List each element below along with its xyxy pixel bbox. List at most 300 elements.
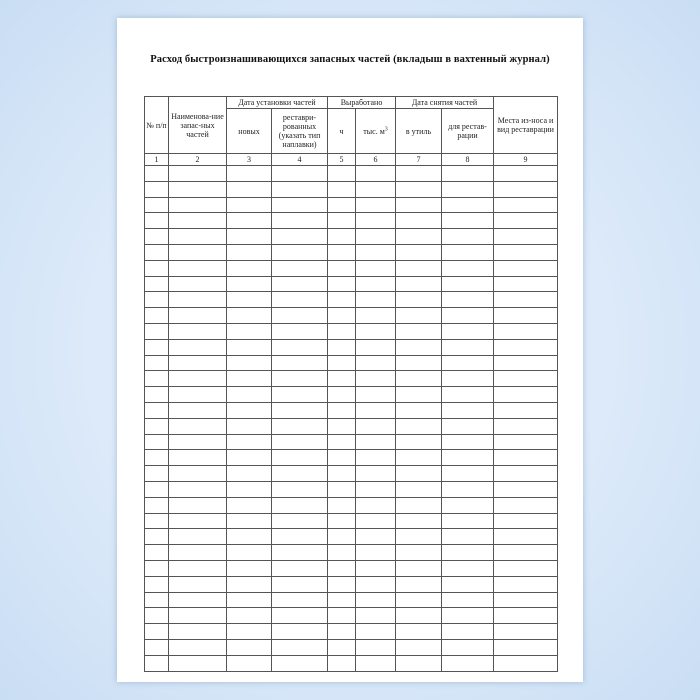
- table-cell: [145, 624, 169, 640]
- table-cell: [494, 560, 558, 576]
- table-cell: [356, 213, 396, 229]
- table-cell: [272, 387, 328, 403]
- table-cell: [396, 244, 442, 260]
- table-row: [145, 276, 558, 292]
- table-cell: [442, 181, 494, 197]
- table-cell: [145, 166, 169, 182]
- table-cell: [145, 434, 169, 450]
- table-row: [145, 466, 558, 482]
- table-cell: [442, 260, 494, 276]
- table-cell: [169, 292, 227, 308]
- table-cell: [169, 466, 227, 482]
- table-cell: [396, 560, 442, 576]
- table-cell: [356, 513, 396, 529]
- table-cell: [272, 639, 328, 655]
- table-cell: [494, 576, 558, 592]
- header-group-install-date: Дата установки частей: [227, 97, 328, 109]
- table-cell: [272, 560, 328, 576]
- table-cell: [169, 529, 227, 545]
- table-cell: [328, 639, 356, 655]
- table-cell: [356, 592, 396, 608]
- table-cell: [169, 213, 227, 229]
- table-cell: [328, 402, 356, 418]
- table-cell: [328, 276, 356, 292]
- table-cell: [328, 576, 356, 592]
- table-cell: [356, 481, 396, 497]
- table-cell: [272, 513, 328, 529]
- table-cell: [169, 166, 227, 182]
- table-cell: [396, 323, 442, 339]
- table-cell: [272, 371, 328, 387]
- header-row-groups: [145, 97, 558, 109]
- table-cell: [227, 466, 272, 482]
- table-cell: [227, 576, 272, 592]
- table-cell: [328, 624, 356, 640]
- column-number: 1: [145, 154, 169, 166]
- table-cell: [396, 166, 442, 182]
- column-number: 2: [169, 154, 227, 166]
- table-row: [145, 624, 558, 640]
- table-cell: [494, 292, 558, 308]
- table-cell: [396, 371, 442, 387]
- table-row: [145, 402, 558, 418]
- table-row: [145, 592, 558, 608]
- table-cell: [442, 418, 494, 434]
- table-cell: [356, 608, 396, 624]
- table-cell: [169, 418, 227, 434]
- table-cell: [227, 229, 272, 245]
- table-cell: [145, 481, 169, 497]
- table-cell: [227, 323, 272, 339]
- table-cell: [396, 387, 442, 403]
- table-cell: [145, 355, 169, 371]
- table-cell: [356, 560, 396, 576]
- table-cell: [396, 418, 442, 434]
- table-cell: [272, 450, 328, 466]
- table-cell: [494, 529, 558, 545]
- table-cell: [272, 292, 328, 308]
- table-row: [145, 529, 558, 545]
- table-cell: [494, 624, 558, 640]
- table-cell: [442, 213, 494, 229]
- column-number-row: [145, 154, 558, 166]
- table-row: [145, 244, 558, 260]
- header-row-number: № п/п: [145, 97, 169, 154]
- table-cell: [442, 624, 494, 640]
- table-cell: [494, 355, 558, 371]
- table-cell: [328, 181, 356, 197]
- table-cell: [328, 355, 356, 371]
- table-cell: [356, 292, 396, 308]
- table-cell: [169, 434, 227, 450]
- table-cell: [227, 529, 272, 545]
- table-cell: [328, 371, 356, 387]
- table-row: [145, 181, 558, 197]
- table-cell: [356, 244, 396, 260]
- table-cell: [396, 402, 442, 418]
- table-row: [145, 387, 558, 403]
- table-cell: [328, 497, 356, 513]
- table-row: [145, 497, 558, 513]
- table-cell: [328, 655, 356, 671]
- table-cell: [494, 260, 558, 276]
- table-row: [145, 434, 558, 450]
- table-cell: [442, 639, 494, 655]
- table-cell: [328, 450, 356, 466]
- table-cell: [145, 292, 169, 308]
- table-row: [145, 339, 558, 355]
- table-cell: [356, 339, 396, 355]
- table-cell: [494, 466, 558, 482]
- table-row: [145, 481, 558, 497]
- table-row: [145, 308, 558, 324]
- table-cell: [328, 481, 356, 497]
- table-cell: [145, 513, 169, 529]
- header-thousand-m3-text: тыс. м: [363, 126, 385, 136]
- table-cell: [227, 181, 272, 197]
- column-number: 5: [328, 154, 356, 166]
- column-number: 4: [272, 154, 328, 166]
- table-cell: [227, 497, 272, 513]
- table-row: [145, 355, 558, 371]
- table-cell: [145, 639, 169, 655]
- column-number: 9: [494, 154, 558, 166]
- table-cell: [272, 608, 328, 624]
- table-cell: [272, 576, 328, 592]
- table-cell: [227, 418, 272, 434]
- table-cell: [145, 576, 169, 592]
- table-cell: [396, 655, 442, 671]
- table-row: [145, 608, 558, 624]
- table-cell: [442, 513, 494, 529]
- table-cell: [227, 434, 272, 450]
- table-cell: [145, 197, 169, 213]
- table-cell: [328, 592, 356, 608]
- table-cell: [169, 276, 227, 292]
- table-cell: [328, 529, 356, 545]
- table-cell: [145, 387, 169, 403]
- table-cell: [227, 560, 272, 576]
- table-cell: [145, 545, 169, 561]
- table-cell: [169, 355, 227, 371]
- table-cell: [272, 197, 328, 213]
- table-cell: [272, 434, 328, 450]
- table-cell: [145, 308, 169, 324]
- table-cell: [145, 450, 169, 466]
- table-cell: [169, 371, 227, 387]
- table-row: [145, 545, 558, 561]
- page-title: Расход быстроизнашивающихся запасных частей (вкладыш в вахтенный журнал): [150, 54, 550, 65]
- table-cell: [356, 466, 396, 482]
- table-cell: [356, 639, 396, 655]
- header-part-name: Наименова-ние запас-ных частей: [169, 97, 227, 154]
- table-cell: [328, 197, 356, 213]
- table-cell: [169, 387, 227, 403]
- header-wear-places: Места из-носа и вид реставрации: [494, 97, 558, 154]
- table-cell: [396, 260, 442, 276]
- table-cell: [169, 229, 227, 245]
- table-cell: [442, 197, 494, 213]
- table-cell: [356, 308, 396, 324]
- table-cell: [494, 418, 558, 434]
- table-cell: [494, 166, 558, 182]
- column-number: 6: [356, 154, 396, 166]
- table-row: [145, 371, 558, 387]
- table-cell: [272, 545, 328, 561]
- table-cell: [442, 450, 494, 466]
- table-cell: [494, 513, 558, 529]
- table-cell: [494, 244, 558, 260]
- table-cell: [169, 481, 227, 497]
- table-cell: [227, 260, 272, 276]
- table-cell: [442, 497, 494, 513]
- table-cell: [396, 624, 442, 640]
- table-cell: [494, 276, 558, 292]
- table-cell: [356, 434, 396, 450]
- table-cell: [145, 323, 169, 339]
- table-cell: [272, 355, 328, 371]
- table-row: [145, 576, 558, 592]
- table-cell: [169, 639, 227, 655]
- table-cell: [169, 560, 227, 576]
- table-cell: [396, 592, 442, 608]
- table-cell: [396, 308, 442, 324]
- table-cell: [227, 355, 272, 371]
- header-for-restoration: для рестав-рации: [442, 109, 494, 154]
- table-row: [145, 292, 558, 308]
- table-cell: [494, 481, 558, 497]
- table-cell: [396, 545, 442, 561]
- header-hours: ч: [328, 109, 356, 154]
- table-cell: [227, 450, 272, 466]
- table-cell: [494, 608, 558, 624]
- table-cell: [328, 260, 356, 276]
- table-cell: [442, 529, 494, 545]
- table-cell: [272, 655, 328, 671]
- table-cell: [145, 655, 169, 671]
- table-cell: [356, 166, 396, 182]
- table-cell: [494, 402, 558, 418]
- table-row: [145, 450, 558, 466]
- table-cell: [396, 213, 442, 229]
- table-cell: [145, 244, 169, 260]
- table-cell: [494, 387, 558, 403]
- table-cell: [169, 624, 227, 640]
- table-cell: [328, 166, 356, 182]
- table-cell: [494, 497, 558, 513]
- table-cell: [169, 402, 227, 418]
- table-row: [145, 639, 558, 655]
- table-cell: [396, 339, 442, 355]
- table-cell: [442, 355, 494, 371]
- table-cell: [145, 339, 169, 355]
- table-cell: [272, 276, 328, 292]
- table-cell: [227, 387, 272, 403]
- table-cell: [227, 592, 272, 608]
- table-cell: [442, 608, 494, 624]
- table-cell: [494, 450, 558, 466]
- table-cell: [169, 181, 227, 197]
- table-cell: [442, 371, 494, 387]
- table-cell: [272, 418, 328, 434]
- table-cell: [356, 529, 396, 545]
- table-cell: [442, 592, 494, 608]
- table-cell: [396, 197, 442, 213]
- table-cell: [169, 308, 227, 324]
- table-cell: [396, 292, 442, 308]
- table-cell: [494, 371, 558, 387]
- table-cell: [396, 434, 442, 450]
- table-cell: [272, 308, 328, 324]
- table-cell: [356, 260, 396, 276]
- table-cell: [169, 497, 227, 513]
- table-cell: [169, 450, 227, 466]
- table-cell: [169, 608, 227, 624]
- table-cell: [494, 213, 558, 229]
- table-cell: [442, 466, 494, 482]
- table-cell: [169, 260, 227, 276]
- table-cell: [272, 244, 328, 260]
- table-cell: [494, 639, 558, 655]
- table-cell: [356, 387, 396, 403]
- table-cell: [145, 529, 169, 545]
- table-cell: [494, 592, 558, 608]
- table-cell: [145, 466, 169, 482]
- table-cell: [442, 276, 494, 292]
- table-cell: [356, 418, 396, 434]
- table-cell: [272, 529, 328, 545]
- table-cell: [227, 608, 272, 624]
- table-cell: [145, 608, 169, 624]
- table-cell: [494, 181, 558, 197]
- table-cell: [169, 592, 227, 608]
- form-page: [117, 18, 583, 682]
- table-cell: [145, 229, 169, 245]
- table-cell: [494, 655, 558, 671]
- table-cell: [328, 545, 356, 561]
- table-cell: [396, 355, 442, 371]
- table-cell: [328, 229, 356, 245]
- table-cell: [272, 181, 328, 197]
- table-cell: [328, 308, 356, 324]
- column-number: 7: [396, 154, 442, 166]
- table-cell: [356, 624, 396, 640]
- table-cell: [356, 402, 396, 418]
- table-cell: [328, 387, 356, 403]
- table-cell: [356, 276, 396, 292]
- table-cell: [145, 402, 169, 418]
- header-restored: реставри-рованных (указать тип наплавки): [272, 109, 328, 154]
- table-cell: [356, 371, 396, 387]
- table-cell: [442, 166, 494, 182]
- table-cell: [272, 497, 328, 513]
- table-cell: [328, 244, 356, 260]
- table-cell: [169, 339, 227, 355]
- header-new: новых: [227, 109, 272, 154]
- table-cell: [494, 323, 558, 339]
- table-cell: [227, 481, 272, 497]
- table-row: [145, 197, 558, 213]
- table-cell: [442, 402, 494, 418]
- spare-parts-table: [144, 96, 558, 672]
- table-cell: [227, 276, 272, 292]
- table-row: [145, 418, 558, 434]
- table-cell: [396, 229, 442, 245]
- header-group-worked: Выработано: [328, 97, 396, 109]
- table-cell: [494, 308, 558, 324]
- table-row: [145, 213, 558, 229]
- table-cell: [272, 260, 328, 276]
- table-cell: [328, 339, 356, 355]
- table-cell: [227, 213, 272, 229]
- table-cell: [272, 166, 328, 182]
- table-cell: [145, 371, 169, 387]
- table-cell: [169, 197, 227, 213]
- table-cell: [396, 497, 442, 513]
- table-cell: [227, 402, 272, 418]
- table-cell: [396, 450, 442, 466]
- table-cell: [396, 608, 442, 624]
- table-cell: [442, 244, 494, 260]
- table-cell: [272, 592, 328, 608]
- table-row: [145, 560, 558, 576]
- table-cell: [272, 229, 328, 245]
- table-cell: [356, 229, 396, 245]
- table-cell: [356, 576, 396, 592]
- table-cell: [227, 292, 272, 308]
- table-cell: [227, 624, 272, 640]
- table-cell: [442, 292, 494, 308]
- table-cell: [442, 560, 494, 576]
- table-cell: [396, 639, 442, 655]
- table-cell: [272, 624, 328, 640]
- table-cell: [396, 513, 442, 529]
- table-cell: [169, 244, 227, 260]
- header-scrap: в утиль: [396, 109, 442, 154]
- table-row: [145, 229, 558, 245]
- table-cell: [396, 181, 442, 197]
- table-cell: [145, 181, 169, 197]
- table-cell: [396, 576, 442, 592]
- table-cell: [272, 481, 328, 497]
- table-cell: [356, 355, 396, 371]
- table-cell: [396, 481, 442, 497]
- table-cell: [272, 213, 328, 229]
- table-cell: [227, 339, 272, 355]
- table-cell: [328, 418, 356, 434]
- table-cell: [442, 434, 494, 450]
- table-cell: [169, 513, 227, 529]
- table-cell: [145, 497, 169, 513]
- table-cell: [494, 229, 558, 245]
- table-cell: [442, 387, 494, 403]
- table-cell: [328, 213, 356, 229]
- table-cell: [227, 197, 272, 213]
- table-row: [145, 260, 558, 276]
- table-cell: [169, 323, 227, 339]
- table-cell: [328, 434, 356, 450]
- table-cell: [356, 655, 396, 671]
- table-cell: [328, 513, 356, 529]
- table-cell: [145, 213, 169, 229]
- table-cell: [494, 197, 558, 213]
- table-cell: [328, 466, 356, 482]
- table-cell: [442, 655, 494, 671]
- table-cell: [272, 339, 328, 355]
- table-cell: [272, 466, 328, 482]
- table-cell: [356, 497, 396, 513]
- table-cell: [328, 292, 356, 308]
